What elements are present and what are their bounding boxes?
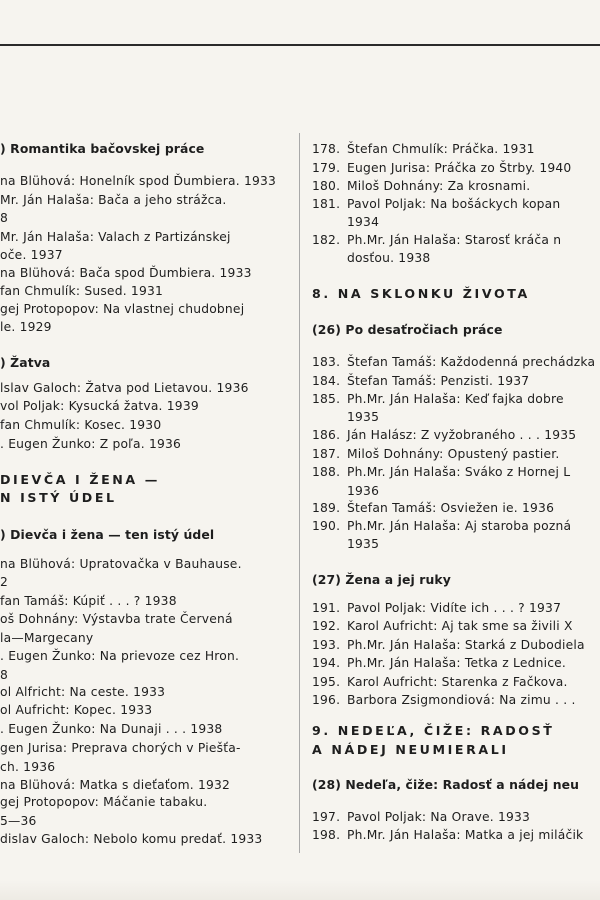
entry-text: 1934 xyxy=(347,215,380,229)
entry-number: 191. xyxy=(312,601,341,615)
catalog-entry xyxy=(312,655,566,671)
entry-number: 178. xyxy=(312,142,341,156)
catalog-line: fan Tamáš: Kúpiť . . . ? 1938 xyxy=(0,594,177,608)
catalog-line: oš Dohnány: Výstavba trate Červená xyxy=(0,612,233,626)
entry-number: 190. xyxy=(312,519,341,533)
entry-text: Miloš Dohnány: Za krosnami. xyxy=(347,179,531,193)
entry-number: 192. xyxy=(312,619,341,633)
section-heading: DIEVČA I ŽENA — xyxy=(0,472,160,487)
catalog-line: ol Alfricht: Na ceste. 1933 xyxy=(0,685,166,699)
catalog-line: . Eugen Žunko: Na prievoze cez Hron. xyxy=(0,649,240,663)
catalog-entry xyxy=(312,354,595,370)
entry-number: 188. xyxy=(312,465,341,479)
entry-number: 187. xyxy=(312,447,341,461)
entry-text: Ján Halász: Z vyžobraného . . . 1935 xyxy=(347,428,577,442)
entry-text: Ph.Mr. Ján Halaša: Keď fajka dobre xyxy=(347,392,564,406)
entry-number: 186. xyxy=(312,428,341,442)
catalog-line: ch. 1936 xyxy=(0,760,56,774)
catalog-entry xyxy=(312,483,379,499)
entry-text: Eugen Jurisa: Práčka zo Štrby. 1940 xyxy=(347,161,572,175)
entry-number: 185. xyxy=(312,392,341,406)
catalog-line: oče. 1937 xyxy=(0,248,63,262)
catalog-line: dislav Galoch: Nebolo komu predať. 1933 xyxy=(0,832,263,846)
entry-number: 189. xyxy=(312,501,341,515)
catalog-entry xyxy=(312,409,379,425)
subsection-heading: ) Romantika bačovskej práce xyxy=(0,141,205,156)
entry-number: 181. xyxy=(312,197,341,211)
entry-number: 194. xyxy=(312,656,341,670)
catalog-line: gen Jurisa: Preprava chorých v Piešťa- xyxy=(0,741,241,755)
catalog-entry xyxy=(312,373,529,389)
subsection-heading: (27) Žena a jej ruky xyxy=(312,572,451,587)
entry-number: 179. xyxy=(312,161,341,175)
entry-number: 182. xyxy=(312,233,341,247)
catalog-line: la—Margecany xyxy=(0,631,94,645)
catalog-entry xyxy=(312,178,530,194)
subsection-heading: ) Žatva xyxy=(0,355,51,370)
catalog-entry xyxy=(312,809,530,825)
catalog-entry xyxy=(312,674,568,690)
catalog-entry xyxy=(312,618,573,634)
entry-text: Štefan Tamáš: Osviežen ie. 1936 xyxy=(347,501,555,515)
catalog-line: 8 xyxy=(0,668,9,682)
catalog-line: na Blühová: Matka s dieťaťom. 1932 xyxy=(0,778,231,792)
catalog-entry xyxy=(312,160,571,176)
catalog-line: 8 xyxy=(0,211,9,225)
entry-number: 195. xyxy=(312,675,341,689)
subsection-heading: (28) Nedeľa, čiže: Radosť a nádej neu xyxy=(312,777,580,792)
catalog-entry xyxy=(312,692,576,708)
entry-number: 197. xyxy=(312,810,341,824)
catalog-entry xyxy=(312,232,561,248)
catalog-line: na Blühová: Honelník spod Ďumbiera. 1933 xyxy=(0,174,277,188)
catalog-line: gej Protopopov: Máčanie tabaku. xyxy=(0,795,208,809)
catalog-entry xyxy=(312,536,379,552)
catalog-line: . Eugen Žunko: Z poľa. 1936 xyxy=(0,437,182,451)
entry-number: 196. xyxy=(312,693,341,707)
entry-text: Ph.Mr. Ján Halaša: Tetka z Lednice. xyxy=(347,656,567,670)
subsection-heading: ) Dievča i žena — ten istý údel xyxy=(0,527,215,542)
catalog-line: lslav Galoch: Žatva pod Lietavou. 1936 xyxy=(0,381,249,395)
column-divider xyxy=(299,133,300,853)
catalog-line: le. 1929 xyxy=(0,320,52,334)
section-heading: N ISTÝ ÚDEL xyxy=(0,490,117,505)
entry-text: Štefan Tamáš: Penzisti. 1937 xyxy=(347,374,530,388)
entry-text: 1935 xyxy=(347,410,380,424)
catalog-line: fan Chmulík: Sused. 1931 xyxy=(0,284,164,298)
catalog-line: fan Chmulík: Kosec. 1930 xyxy=(0,418,162,432)
entry-text: Barbora Zsigmondiová: Na zimu . . . xyxy=(347,693,576,707)
entry-text: dosťou. 1938 xyxy=(347,251,431,265)
catalog-line: na Blühová: Upratovačka v Bauhause. xyxy=(0,557,242,571)
catalog-entry xyxy=(312,464,570,480)
entry-number: 198. xyxy=(312,828,341,842)
catalog-entry xyxy=(312,250,430,266)
catalog-line: . Eugen Žunko: Na Dunaji . . . 1938 xyxy=(0,722,223,736)
catalog-line: 5—36 xyxy=(0,814,37,828)
page-bottom-edge xyxy=(0,880,600,900)
catalog-entry xyxy=(312,500,554,516)
entry-number: 183. xyxy=(312,355,341,369)
catalog-line: na Blühová: Bača spod Ďumbiera. 1933 xyxy=(0,266,252,280)
entry-text: Ph.Mr. Ján Halaša: Starká z Dubodiela xyxy=(347,638,585,652)
entry-text: Pavol Poljak: Na Orave. 1933 xyxy=(347,810,531,824)
entry-text: Ph.Mr. Ján Halaša: Aj staroba pozná xyxy=(347,519,572,533)
section-heading: A NÁDEJ NEUMIERALI xyxy=(312,742,509,757)
catalog-entry xyxy=(312,637,585,653)
catalog-line: Mr. Ján Halaša: Valach z Partizánskej xyxy=(0,230,231,244)
catalog-entry xyxy=(312,427,576,443)
entry-number: 180. xyxy=(312,179,341,193)
top-rule xyxy=(0,44,600,46)
entry-number: 184. xyxy=(312,374,341,388)
entry-text: Štefan Tamáš: Každodenná prechádzka xyxy=(347,355,596,369)
entry-text: Ph.Mr. Ján Halaša: Sváko z Hornej L xyxy=(347,465,571,479)
catalog-line: gej Protopopov: Na vlastnej chudobnej xyxy=(0,302,245,316)
catalog-entry xyxy=(312,827,583,843)
catalog-entry xyxy=(312,141,535,157)
subsection-heading: (26) Po desaťročiach práce xyxy=(312,322,503,337)
catalog-entry xyxy=(312,518,571,534)
section-heading: 8. NA SKLONKU ŽIVOTA xyxy=(312,286,530,301)
entry-text: Štefan Chmulík: Práčka. 1931 xyxy=(347,142,535,156)
entry-text: 1935 xyxy=(347,537,380,551)
catalog-entry xyxy=(312,600,561,616)
catalog-line: Mr. Ján Halaša: Bača a jeho strážca. xyxy=(0,193,227,207)
catalog-entry xyxy=(312,196,560,212)
catalog-entry xyxy=(312,391,564,407)
catalog-line: 2 xyxy=(0,575,9,589)
entry-text: 1936 xyxy=(347,484,380,498)
entry-number: 193. xyxy=(312,638,341,652)
entry-text: Ph.Mr. Ján Halaša: Starosť kráča n xyxy=(347,233,562,247)
entry-text: Pavol Poljak: Vidíte ich . . . ? 1937 xyxy=(347,601,562,615)
catalog-entry xyxy=(312,446,559,462)
entry-text: Miloš Dohnány: Opustený pastier. xyxy=(347,447,560,461)
catalog-entry xyxy=(312,214,379,230)
entry-text: Karol Aufricht: Aj tak sme sa živili X xyxy=(347,619,573,633)
catalog-line: ol Aufricht: Kopec. 1933 xyxy=(0,703,153,717)
entry-text: Karol Aufricht: Starenka z Fačkova. xyxy=(347,675,568,689)
section-heading: 9. NEDEĽA, ČIŽE: RADOSŤ xyxy=(312,723,555,738)
entry-text: Pavol Poljak: Na bošáckych kopan xyxy=(347,197,561,211)
catalog-line: vol Poljak: Kysucká žatva. 1939 xyxy=(0,399,199,413)
entry-text: Ph.Mr. Ján Halaša: Matka a jej miláčik xyxy=(347,828,584,842)
